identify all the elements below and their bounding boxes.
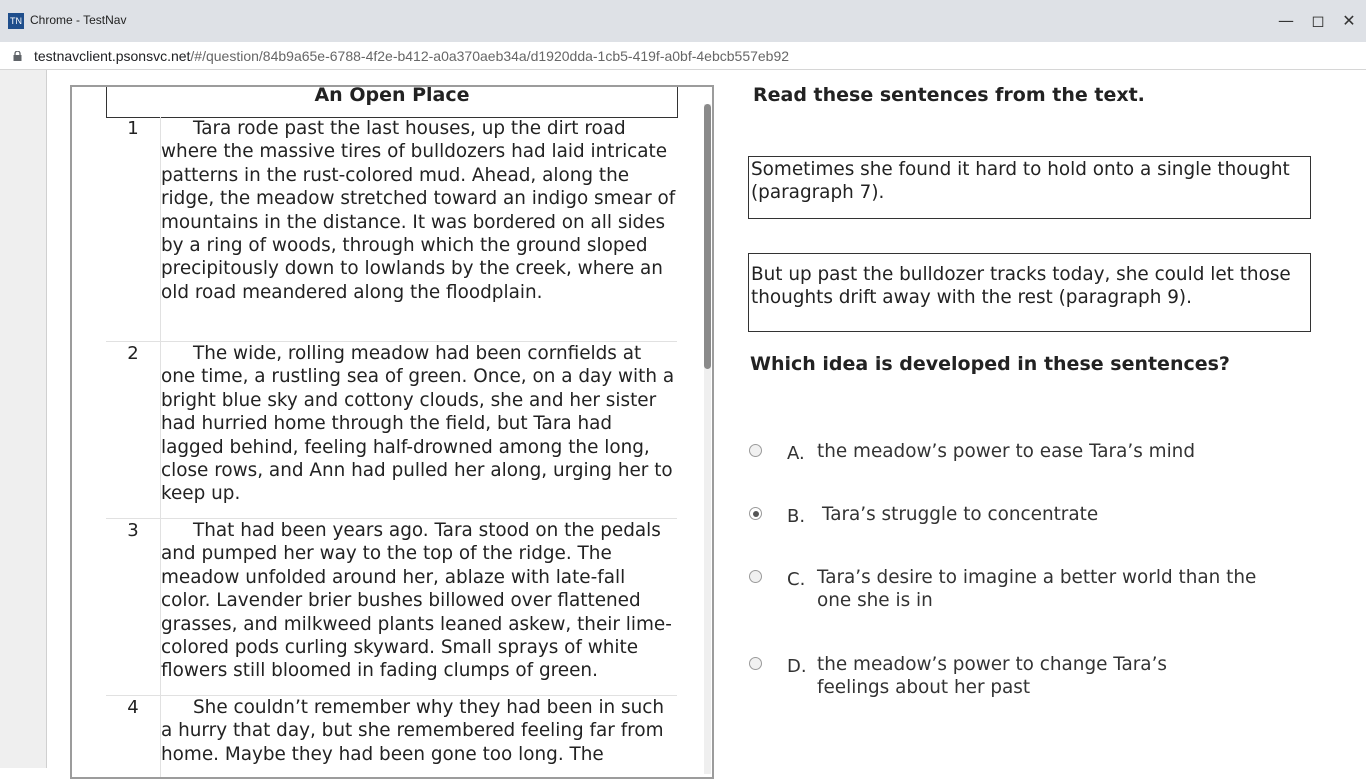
paragraph-number: 4 — [106, 696, 161, 779]
option-text: the meadow’s power to change Tara’s feelings about her past — [817, 654, 1168, 699]
url-path: /#/question/84b9a65e-6788-4f2e-b412-a0a370aeb34a/d1920dda-1cb5-419f-a0bf-4ebcb557eb92 — [190, 48, 790, 64]
url-text[interactable] — [34, 48, 789, 64]
radio-button[interactable] — [749, 657, 762, 670]
question-heading: Read these sentences from the text. — [753, 84, 1145, 106]
paragraph-number: 2 — [106, 342, 161, 518]
url-host: testnavclient.psonsvc.net — [34, 48, 191, 64]
answer-option-d[interactable] — [748, 651, 1308, 711]
option-letter: D. — [787, 656, 807, 677]
testnav-logo-icon: TN — [8, 13, 24, 29]
test-content — [0, 70, 1366, 768]
answer-option-a[interactable] — [748, 438, 1308, 478]
paragraph-number: 3 — [106, 519, 161, 695]
paragraph-row — [106, 117, 677, 342]
radio-button[interactable] — [749, 507, 762, 520]
option-letter: B. — [787, 506, 806, 527]
passage-panel[interactable] — [70, 85, 714, 779]
option-text: Tara’s struggle to concentrate — [822, 504, 1099, 525]
radio-button[interactable] — [749, 570, 762, 583]
address-bar[interactable] — [0, 42, 1366, 70]
lock-icon — [13, 51, 22, 61]
paragraph-row — [106, 342, 677, 519]
option-text: the meadow’s power to ease Tara’s mind — [817, 441, 1196, 462]
paragraph-row — [106, 696, 677, 779]
window-titlebar — [0, 0, 1366, 42]
left-gutter — [0, 70, 47, 768]
minimize-icon[interactable]: — — [1278, 11, 1294, 30]
option-letter: C. — [787, 569, 806, 590]
paragraph-text: Tara rode past the last houses, up the dirt road where the massive tires of bulldozers had laid intricate patterns in the rust-colored mud. Ahead, along the ridge, the meadow stretched toward an indigo smear of mountains in the distance. It was bordered on all sides by a ring of woods, through which the ground sloped precipitously down to lowlands by the creek, where an old road meandered along the floodplain. — [161, 118, 676, 303]
passage-title: An Open Place — [106, 87, 678, 118]
answer-option-b[interactable] — [748, 501, 1308, 541]
window-title: Chrome - TestNav — [30, 13, 127, 27]
answer-option-c[interactable] — [748, 564, 1308, 624]
close-icon[interactable]: ✕ — [1342, 11, 1356, 30]
paragraph-number: 1 — [106, 117, 161, 341]
radio-button[interactable] — [749, 444, 762, 457]
paragraph-text: She couldn’t remember why they had been in such a hurry that day, but she remembered feeling far from home. Maybe they had been gone too long. The — [161, 697, 665, 765]
paragraph-row — [106, 519, 677, 696]
paragraph-text: The wide, rolling meadow had been cornfields at one time, a rustling sea of green. Once, on a day with a bright blue sky and cottony clouds, she and her sister had hurried home through the field, but Tara had lagged behind, feeling half-drowned among the long, close rows, and Ann had pulled her along, urging her to keep up. — [161, 343, 675, 505]
passage-scrollbar-thumb[interactable] — [704, 104, 711, 369]
quote-box: Sometimes she found it hard to hold onto a single thought (paragraph 7). — [748, 156, 1311, 219]
option-letter: A. — [787, 443, 805, 464]
maximize-icon[interactable]: ◻ — [1311, 11, 1325, 30]
quote-box: But up past the bulldozer tracks today, she could let those thoughts drift away with the rest (paragraph 9). — [748, 253, 1311, 332]
paragraph-text: That had been years ago. Tara stood on the pedals and pumped her way to the top of the ridge. The meadow unfolded around her, ablaze with late-fall color. Lavender brier bushes billowed over flattened grasses, and milkweed plants leaned askew, their lime-colored pods curling skyward. Small sprays of white flowers still bloomed in fading clumps of green. — [161, 520, 672, 682]
option-text: Tara’s desire to imagine a better world than the one she is in — [817, 567, 1257, 612]
question-prompt: Which idea is developed in these sentences? — [750, 353, 1230, 375]
